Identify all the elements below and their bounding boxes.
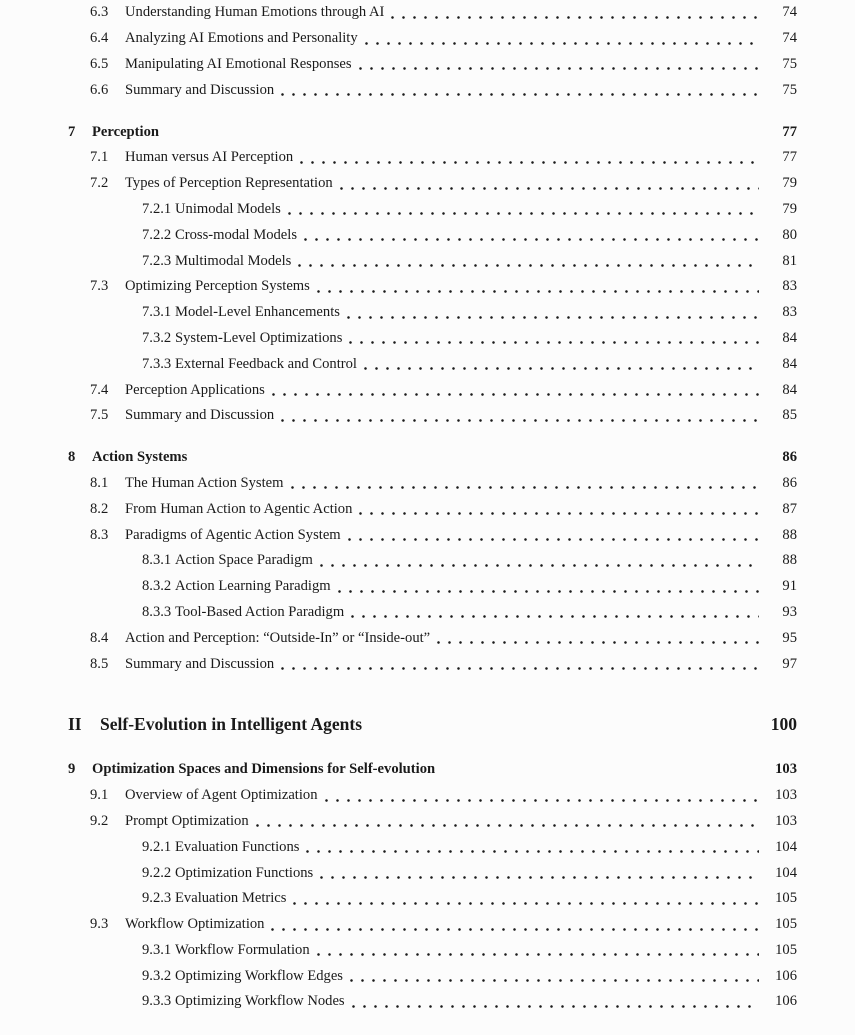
toc-entry-page: 83 [782, 304, 797, 321]
toc-entry-page: 86 [782, 474, 797, 491]
toc-entry-7.2.3[interactable] [68, 248, 797, 274]
toc-entry-number: 7.4 [90, 381, 109, 398]
toc-entry-title: Model-Level Enhancements [175, 304, 340, 321]
dot-leader [320, 564, 759, 567]
toc-entry-title: Action and Perception: “Outside-In” or “Inside-out” [125, 629, 431, 646]
toc-entry-page: 84 [782, 329, 797, 346]
toc-entry-9.2[interactable] [68, 809, 797, 835]
toc-entry-page: 84 [782, 355, 797, 372]
dot-leader [293, 902, 759, 905]
toc-entry-page: 105 [775, 890, 797, 907]
toc-entry-number: 8.1 [90, 474, 109, 491]
toc-entry-page: 106 [775, 967, 797, 984]
toc-entry-number: 7.3.1 [142, 304, 172, 321]
toc-entry-9.3.1[interactable] [68, 938, 797, 964]
toc-entry-page: 88 [782, 552, 797, 569]
toc-entry-page: 84 [782, 381, 797, 398]
toc-entry-page: 75 [782, 55, 797, 72]
toc-entry-7.5[interactable] [68, 403, 797, 429]
toc-entry-number: 9.2.2 [142, 864, 172, 881]
toc-entry-8.2[interactable] [68, 496, 797, 522]
dot-leader [349, 341, 759, 344]
toc-entry-8[interactable] [68, 445, 797, 471]
toc-entry-page: 104 [775, 838, 797, 855]
toc-entry-6.3[interactable] [68, 0, 797, 26]
toc-entry-title: Paradigms of Agentic Action System [125, 526, 341, 543]
dot-leader [359, 512, 759, 515]
toc-entry-page: 105 [775, 916, 797, 933]
toc-entry-8.3.3[interactable] [68, 600, 797, 626]
toc-entry-title: Action Learning Paradigm [175, 578, 331, 595]
dot-leader [272, 393, 759, 396]
toc-entry-7.4[interactable] [68, 377, 797, 403]
toc-entry-number: 9.2.3 [142, 890, 172, 907]
toc-entry-title: Action Space Paradigm [175, 552, 313, 569]
toc-entry-number: 7.2.1 [142, 200, 172, 217]
toc-entry-7.2[interactable] [68, 171, 797, 197]
toc-entry-7.3.1[interactable] [68, 300, 797, 326]
dot-leader [325, 799, 759, 802]
toc-entry-number: 9.1 [90, 787, 109, 804]
toc-entry-II[interactable] [68, 709, 797, 741]
toc-entry-9.3.2[interactable] [68, 963, 797, 989]
dot-leader [320, 876, 759, 879]
dot-leader [281, 667, 759, 670]
toc-entry-title: Summary and Discussion [125, 655, 275, 672]
toc-entry-6.4[interactable] [68, 26, 797, 52]
toc-entry-title: Workflow Formulation [175, 941, 310, 958]
toc-entry-page: 100 [770, 714, 797, 735]
toc-entry-number: 7.3.3 [142, 355, 172, 372]
dot-leader [391, 16, 759, 19]
dot-leader [194, 461, 759, 464]
dot-leader [166, 135, 759, 138]
toc-entry-page: 103 [775, 787, 797, 804]
toc-entry-number: 7.2.3 [142, 252, 172, 269]
toc-entry-number: 9.3.3 [142, 993, 172, 1010]
dot-leader [271, 928, 759, 931]
toc-entry-8.4[interactable] [68, 625, 797, 651]
toc-entry-number: 9.3.2 [142, 967, 172, 984]
toc-entry-8.3[interactable] [68, 522, 797, 548]
dot-leader [348, 538, 759, 541]
toc-entry-title: Optimizing Perception Systems [125, 278, 310, 295]
toc-entry-page: 79 [782, 200, 797, 217]
toc-entry-page: 106 [775, 993, 797, 1010]
toc-entry-number: 6.4 [90, 30, 109, 47]
dot-leader [298, 264, 759, 267]
toc-entry-7.3[interactable] [68, 274, 797, 300]
toc-entry-6.5[interactable] [68, 52, 797, 78]
toc-entry-number: II [68, 714, 82, 735]
toc-entry-page: 77 [782, 149, 797, 166]
toc-entry-title: Overview of Agent Optimization [125, 787, 318, 804]
dot-leader [364, 367, 759, 370]
toc-entry-9.3.3[interactable] [68, 989, 797, 1015]
toc-entry-9.2.2[interactable] [68, 860, 797, 886]
dot-leader [365, 42, 759, 45]
dot-leader [288, 212, 759, 215]
toc-entry-number: 9.3.1 [142, 941, 172, 958]
toc-entry-title: Prompt Optimization [125, 812, 249, 829]
toc-entry-page: 77 [782, 123, 797, 140]
toc-entry-page: 104 [775, 864, 797, 881]
dot-leader [338, 590, 759, 593]
toc-entry-title: External Feedback and Control [175, 355, 357, 372]
toc-entry-page: 79 [782, 175, 797, 192]
dot-leader [317, 290, 759, 293]
dot-leader [281, 93, 759, 96]
toc-entry-9[interactable] [68, 757, 797, 783]
toc-entry-title: From Human Action to Agentic Action [125, 500, 353, 517]
toc-entry-8.5[interactable] [68, 651, 797, 677]
toc-entry-title: Perception Applications [125, 381, 265, 398]
toc-entry-number: 9.2 [90, 812, 109, 829]
toc-entry-title: Summary and Discussion [125, 407, 275, 424]
toc-entry-7.2.2[interactable] [68, 222, 797, 248]
dot-leader [306, 850, 759, 853]
toc-entry-title: Optimizing Workflow Edges [175, 967, 343, 984]
toc-entry-title: Evaluation Metrics [175, 890, 287, 907]
toc-entry-page: 97 [782, 655, 797, 672]
toc-entry-number: 8 [68, 449, 76, 466]
toc-entry-9.2.3[interactable] [68, 886, 797, 912]
toc-entry-number: 9.2.1 [142, 838, 172, 855]
dot-leader [350, 979, 759, 982]
toc-entry-8.1[interactable] [68, 471, 797, 497]
toc-entry-number: 8.3.1 [142, 552, 172, 569]
dot-leader [347, 316, 759, 319]
toc-entry-number: 7.3.2 [142, 329, 172, 346]
toc-entry-number: 6.6 [90, 81, 109, 98]
dot-leader [291, 486, 760, 489]
toc-entry-title: Analyzing AI Emotions and Personality [125, 30, 358, 47]
toc-entry-title: System-Level Optimizations [175, 329, 343, 346]
toc-entry-page: 103 [775, 812, 797, 829]
table-of-contents [68, 0, 797, 1015]
toc-entry-8.3.1[interactable] [68, 548, 797, 574]
toc-entry-page: 105 [775, 941, 797, 958]
toc-entry-title: The Human Action System [125, 474, 284, 491]
toc-entry-title: Types of Perception Representation [125, 175, 333, 192]
toc-entry-7.3.2[interactable] [68, 326, 797, 352]
toc-entry-title: Understanding Human Emotions through AI [125, 4, 385, 21]
toc-entry-title: Action Systems [92, 449, 188, 466]
toc-entry-title: Cross-modal Models [175, 226, 298, 243]
toc-entry-title: Summary and Discussion [125, 81, 275, 98]
toc-entry-number: 9 [68, 761, 76, 778]
toc-entry-number: 7.2 [90, 175, 109, 192]
dot-leader [442, 773, 759, 776]
toc-entry-number: 8.2 [90, 500, 109, 517]
toc-entry-number: 9.3 [90, 916, 109, 933]
toc-entry-page: 74 [782, 4, 797, 21]
toc-entry-number: 7.1 [90, 149, 109, 166]
toc-entry-number: 8.3.2 [142, 578, 172, 595]
toc-entry-page: 85 [782, 407, 797, 424]
toc-entry-title: Human versus AI Perception [125, 149, 294, 166]
dot-leader [300, 161, 759, 164]
toc-entry-number: 8.5 [90, 655, 109, 672]
toc-entry-7.2.1[interactable] [68, 197, 797, 223]
toc-entry-page: 83 [782, 278, 797, 295]
dot-leader [359, 67, 759, 70]
toc-entry-9.3[interactable] [68, 912, 797, 938]
toc-entry-title: Multimodal Models [175, 252, 292, 269]
toc-entry-7.3.3[interactable] [68, 351, 797, 377]
toc-entry-7.1[interactable] [68, 145, 797, 171]
toc-entry-page: 95 [782, 629, 797, 646]
toc-entry-title: Workflow Optimization [125, 916, 265, 933]
toc-entry-page: 80 [782, 226, 797, 243]
toc-entry-title: Manipulating AI Emotional Responses [125, 55, 352, 72]
toc-entry-title: Optimizing Workflow Nodes [175, 993, 345, 1010]
toc-entry-number: 7.3 [90, 278, 109, 295]
toc-entry-number: 7 [68, 123, 76, 140]
toc-entry-8.3.2[interactable] [68, 574, 797, 600]
toc-entry-page: 86 [782, 449, 797, 466]
dot-leader [437, 641, 759, 644]
toc-entry-9.1[interactable] [68, 783, 797, 809]
toc-entry-number: 8.3 [90, 526, 109, 543]
toc-entry-title: Tool-Based Action Paradigm [175, 603, 345, 620]
toc-entry-title: Self-Evolution in Intelligent Agents [100, 714, 363, 735]
toc-entry-number: 6.5 [90, 55, 109, 72]
dot-leader [304, 238, 759, 241]
toc-entry-number: 7.2.2 [142, 226, 172, 243]
toc-entry-title: Perception [92, 123, 160, 140]
toc-entry-number: 7.5 [90, 407, 109, 424]
toc-entry-page: 81 [782, 252, 797, 269]
dot-leader [351, 615, 759, 618]
toc-entry-7[interactable] [68, 119, 797, 145]
dot-leader [256, 824, 759, 827]
toc-entry-title: Evaluation Functions [175, 838, 300, 855]
toc-entry-page: 88 [782, 526, 797, 543]
toc-entry-number: 6.3 [90, 4, 109, 21]
toc-entry-title: Unimodal Models [175, 200, 281, 217]
toc-entry-title: Optimization Functions [175, 864, 314, 881]
toc-entry-6.6[interactable] [68, 77, 797, 103]
toc-entry-page: 75 [782, 81, 797, 98]
toc-entry-9.2.1[interactable] [68, 834, 797, 860]
toc-entry-number: 8.3.3 [142, 603, 172, 620]
toc-entry-page: 93 [782, 603, 797, 620]
toc-entry-page: 74 [782, 30, 797, 47]
toc-entry-page: 91 [782, 578, 797, 595]
dot-leader [281, 419, 759, 422]
toc-entry-page: 103 [775, 761, 797, 778]
dot-leader [317, 953, 759, 956]
toc-entry-title: Optimization Spaces and Dimensions for Self-evolution [92, 761, 436, 778]
dot-leader [340, 187, 759, 190]
dot-leader [352, 1005, 759, 1008]
dot-leader [369, 731, 759, 734]
toc-entry-page: 87 [782, 500, 797, 517]
toc-entry-number: 8.4 [90, 629, 109, 646]
